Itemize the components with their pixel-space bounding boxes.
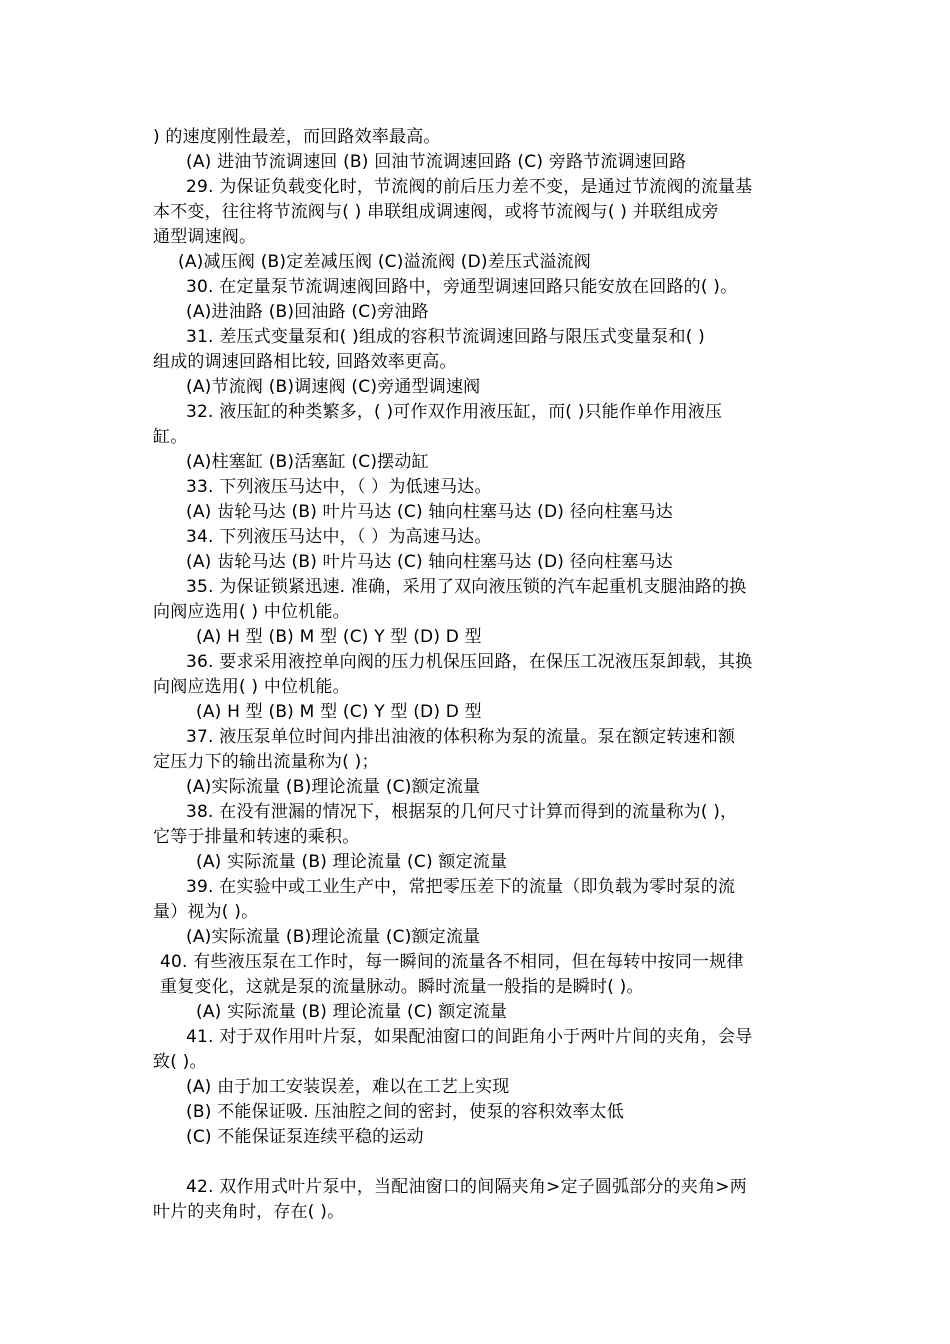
text-line: 组成的调速回路相比较, 回路效率更高。 <box>153 352 457 372</box>
option-line: (A) 齿轮马达 (B) 叶片马达 (C) 轴向柱塞马达 (D) 径向柱塞马达 <box>186 552 673 572</box>
option-line: (A) 由于加工安装误差，难以在工艺上实现 <box>186 1077 510 1097</box>
text-line: 定压力下的输出流量称为( )； <box>153 752 379 772</box>
option-line: (A)柱塞缸 (B)活塞缸 (C)摆动缸 <box>186 452 429 472</box>
text-line: 量）视为( )。 <box>153 902 259 922</box>
text-line: 向阀应选用( ) 中位机能。 <box>153 602 350 622</box>
option-line: (A) 实际流量 (B) 理论流量 (C) 额定流量 <box>196 852 508 872</box>
text-line: 通型调速阀。 <box>153 227 257 247</box>
question-40: 40. 有些液压泵在工作时，每一瞬间的流量各不相同，但在每转中按同一规律 <box>160 952 744 972</box>
question-39: 39. 在实验中或工业生产中，常把零压差下的流量（即负载为零时泵的流 <box>186 877 736 897</box>
question-36: 36. 要求采用液控单向阀的压力机保压回路，在保压工况液压泵卸载，其换 <box>186 652 753 672</box>
option-line: (A) 齿轮马达 (B) 叶片马达 (C) 轴向柱塞马达 (D) 径向柱塞马达 <box>186 502 673 522</box>
question-29: 29. 为保证负载变化时，节流阀的前后压力差不变，是通过节流阀的流量基 <box>186 177 753 197</box>
question-34: 34. 下列液压马达中，（ ）为高速马达。 <box>186 527 492 547</box>
option-line: (A) H 型 (B) M 型 (C) Y 型 (D) D 型 <box>196 702 482 722</box>
question-42: 42. 双作用式叶片泵中，当配油窗口的间隔夹角>定子圆弧部分的夹角>两 <box>186 1177 747 1197</box>
option-line: (A) 实际流量 (B) 理论流量 (C) 额定流量 <box>196 1002 508 1022</box>
question-30: 30. 在定量泵节流调速阀回路中，旁通型调速回路只能安放在回路的( )。 <box>186 277 738 297</box>
question-31: 31. 差压式变量泵和( )组成的容积节流调速回路与限压式变量泵和( ) <box>186 327 705 347</box>
option-line: (A)进油路 (B)回油路 (C)旁油路 <box>186 302 429 322</box>
text-line: 重复变化，这就是泵的流量脉动。瞬时流量一般指的是瞬时( )。 <box>160 977 644 997</box>
text-line: 致( )。 <box>153 1052 207 1072</box>
text-line: 叶片的夹角时，存在( )。 <box>153 1202 345 1222</box>
question-33: 33. 下列液压马达中，（ ）为低速马达。 <box>186 477 492 497</box>
text-line: 本不变，往往将节流阀与( ) 串联组成调速阀，或将节流阀与( ) 并联组成旁 <box>153 202 719 222</box>
option-line: (A)减压阀 (B)定差减压阀 (C)溢流阀 (D)差压式溢流阀 <box>178 252 591 272</box>
text-line: 缸。 <box>153 427 188 447</box>
option-line: (A) H 型 (B) M 型 (C) Y 型 (D) D 型 <box>196 627 482 647</box>
text-line: 向阀应选用( ) 中位机能。 <box>153 677 350 697</box>
option-line: (A)节流阀 (B)调速阀 (C)旁通型调速阀 <box>186 377 481 397</box>
question-32: 32. 液压缸的种类繁多，( )可作双作用液压缸，而( )只能作单作用液压 <box>186 402 723 422</box>
text-line: ) 的速度刚性最差，而回路效率最高。 <box>153 127 441 147</box>
question-37: 37. 液压泵单位时间内排出油液的体积称为泵的流量。泵在额定转速和额 <box>186 727 736 747</box>
option-line: (A)实际流量 (B)理论流量 (C)额定流量 <box>186 777 481 797</box>
question-38: 38. 在没有泄漏的情况下，根据泵的几何尺寸计算而得到的流量称为( )， <box>186 802 738 822</box>
option-line: (A) 进油节流调速回 (B) 回油节流调速回路 (C) 旁路节流调速回路 <box>186 152 687 172</box>
text-line: 它等于排量和转速的乘积。 <box>153 827 360 847</box>
question-41: 41. 对于双作用叶片泵，如果配油窗口的间距角小于两叶片间的夹角，会导 <box>186 1027 753 1047</box>
option-line: (C) 不能保证泵连续平稳的运动 <box>186 1127 424 1147</box>
question-35: 35. 为保证锁紧迅速. 准确，采用了双向液压锁的汽车起重机支腿油路的换 <box>186 577 747 597</box>
option-line: (B) 不能保证吸. 压油腔之间的密封，使泵的容积效率太低 <box>186 1102 624 1122</box>
option-line: (A)实际流量 (B)理论流量 (C)额定流量 <box>186 927 481 947</box>
